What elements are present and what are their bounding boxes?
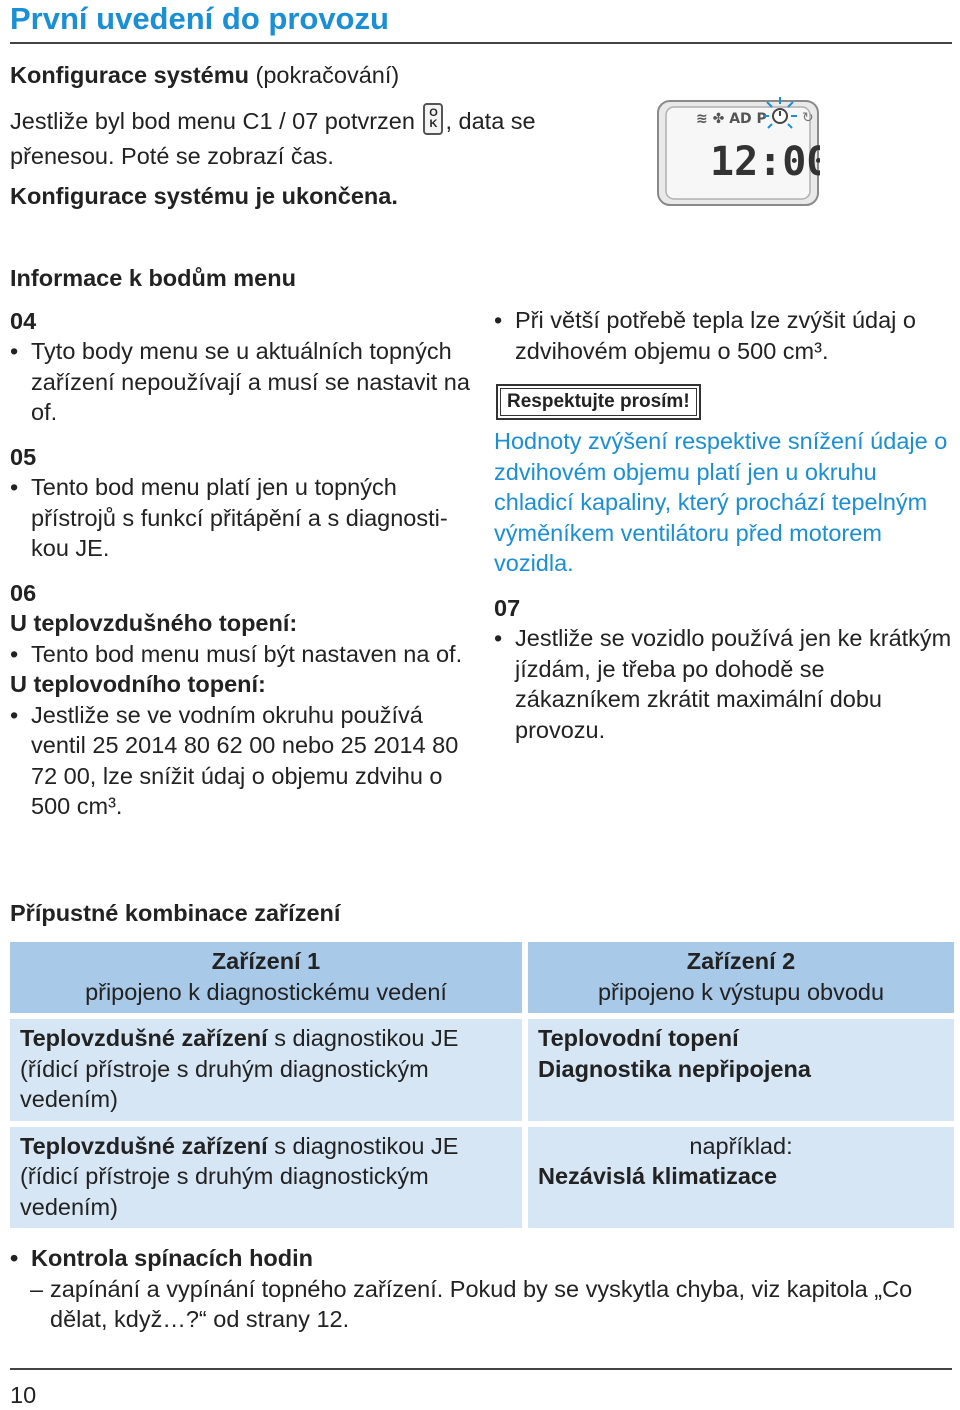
menu-06-number: 06 [10, 579, 37, 606]
table-cell [10, 1127, 528, 1235]
table-header-device-1 [10, 942, 528, 1019]
menu-05-text: • Tento bod menu platí jen u topných přístrojů s funkcí přitápění a s diagnosti-kou JE. [10, 472, 480, 564]
combinations-heading: Přípustné kombinace zařízení [10, 900, 341, 926]
menu-06-sub-water: U teplovodního topení: [10, 671, 266, 697]
page-title: První uvedení do provozu [10, 1, 389, 36]
device-2-title: Zařízení 2 [686, 948, 796, 974]
row-1-device-1-text: s diagnostikou JE (řídicí přístroje s druhým diagnostickým vedením) [20, 1025, 459, 1112]
table-row [10, 1127, 954, 1235]
intro-heading-suffix: (pokračování) [248, 62, 400, 88]
table-row [10, 1019, 954, 1127]
row-1-device-2-line-2: Diagnostika nepřipojena [538, 1055, 811, 1082]
menu-info-right-column [494, 305, 954, 745]
device-1-subtitle: připojeno k diagnostickému vedení [85, 978, 447, 1005]
menu-06-text-air: • Tento bod menu musí být nastaven na of. [10, 639, 480, 670]
row-1-device-1-bold: Teplovzdušné zařízení [20, 1025, 268, 1051]
intro-heading: Konfigurace systému [10, 62, 249, 88]
row-2-device-2-line-1: například: [689, 1132, 793, 1159]
intro-conclusion: Konfigurace systému je ukončena. [10, 183, 398, 209]
menu-info-heading: Informace k bodům menu [10, 265, 296, 291]
intro-text-1: Jestliže byl bod menu C1 / 07 potvrzen [10, 107, 422, 134]
table-cell [528, 1019, 954, 1127]
menu-07-number: 07 [494, 594, 521, 621]
table-cell [528, 1127, 954, 1235]
ok-key-icon [423, 103, 443, 135]
device-2-subtitle: připojeno k výstupu obvodu [597, 978, 885, 1005]
notice-badge [496, 384, 701, 420]
row-2-device-2-line-2: Nezávislá klimatizace [538, 1163, 778, 1189]
timer-check-section [10, 1243, 950, 1335]
table-header-row [10, 942, 954, 1019]
control-panel-display [656, 95, 820, 207]
display-time: 12:00 [710, 139, 820, 185]
intro-text-3: přenesou. Poté se zobrazí čas. [10, 142, 334, 169]
row-2-device-1-bold: Teplovzdušné zařízení [20, 1132, 268, 1159]
ok-key-letter-k: K [429, 117, 438, 130]
menu-info-left-column [10, 263, 480, 822]
menu-07-text: • Jestliže se vozidlo používá jen ke krátkým jízdám, je třeba po dohodě se zákazníkem zkrátit maximální dobu provozu. [494, 623, 954, 745]
bottom-divider [10, 1368, 952, 1370]
row-2-device-1-text: s diagnostikou JE (řídicí přístroje s druhým diagnostickým vedením) [20, 1132, 459, 1220]
row-1-device-2-line-1: Teplovodní topení [538, 1025, 739, 1051]
display-icons: ≋ ✤ AD P [696, 111, 767, 127]
menu-05-number: 05 [10, 443, 37, 470]
intro-text-2: , data se [445, 107, 536, 134]
table-header-device-2 [528, 942, 954, 1019]
display-illustration [656, 95, 820, 207]
top-divider [10, 42, 952, 44]
notice-text: Hodnoty zvýšení respektive snížení údaje o zdvihovém objemu platí jen u okruhu chladicí kapaliny, který prochází tepelným výměníkem ventilátoru před motorem vozidla. [494, 428, 948, 576]
table-cell [10, 1019, 528, 1127]
menu-06-text-water: • Jestliže se ve vodním okruhu používá ventil 25 2014 80 62 00 nebo 25 2014 80 72 00, lze snížit údaj o objemu zdvihu o 500 cm³. [10, 700, 480, 822]
menu-04-text: • Tyto body menu se u aktuálních topných zařízení nepoužívají a musí se nastavit na of. [10, 336, 480, 428]
timer-check-text: – zapínání a vypínání topného zařízení. Pokud by se vyskytla chyba, viz kapitola „Co dělat, když…?“ od strany 12. [10, 1274, 950, 1335]
menu-04-number: 04 [10, 307, 37, 334]
menu-06-sub-air: U teplovzdušného topení: [10, 610, 298, 636]
timer-check-heading: • Kontrola spínacích hodin [10, 1243, 950, 1274]
repeat-icon: ↻ [802, 110, 814, 126]
ok-key-letter-o: O [429, 106, 438, 119]
notice-label: Respektujte prosím! [500, 388, 697, 416]
device-1-title: Zařízení 1 [211, 948, 321, 974]
menu-06-extra-bullet: • Při větší potřebě tepla lze zvýšit údaj o zdvihovém objemu o 500 cm³. [494, 305, 954, 366]
combinations-table [10, 942, 954, 1234]
intro-section [10, 60, 610, 212]
page-number: 10 [10, 1382, 37, 1408]
